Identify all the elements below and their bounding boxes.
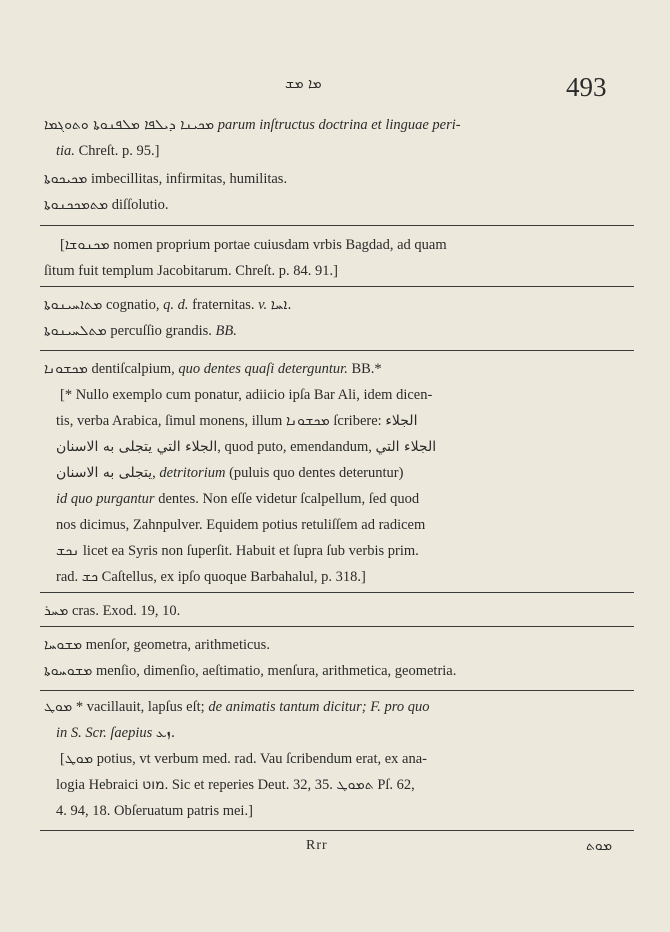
definition: imbecillitas, infirmitas, humilitas. <box>90 171 288 187</box>
abbrev: v. <box>258 297 268 313</box>
note-line: nos dicimus, Zahnpulver. Equidem potius retuliſſem ad radicem <box>56 517 426 533</box>
arabic-phrase: الجلاء التي يتجلى به الاسنان <box>56 439 218 455</box>
hebrew-word: מוט <box>142 777 165 793</box>
syriac-headword: ܡܬܡܟܟܢܘܬܐ <box>44 197 109 213</box>
note-line: 4. 94, 18. Obſeruatum patris mei.] <box>56 803 253 819</box>
note-line: potius, vt verbum med. rad. Vau ſcribendum erat, ex ana- <box>96 751 428 767</box>
arabic-word: الجلاء <box>385 413 418 429</box>
syriac-headword: ܡܟܝܟܘܬܐ <box>44 171 88 187</box>
syriac-headword: ܡܘܛ <box>44 699 73 715</box>
note-text: Caſtellus, ex ipſo quoque Barbahalul, p. 318.] <box>101 569 366 585</box>
catchword: ܡܘܬ <box>586 838 613 854</box>
definition-italic: in S. Scr. ſaepius <box>56 725 153 741</box>
note-line: [* Nullo exemplo cum ponatur, adiicio ipſa Bar Ali, idem dicen- <box>60 387 433 403</box>
note-text: dentes. Non eſſe videtur ſcalpellum, ſed quod <box>158 491 420 507</box>
definition: * vacillauit, lapſus eſt; <box>75 699 205 715</box>
syriac-crossref: ܙܥ. <box>155 725 176 741</box>
note-line: licet ea Syris non ſuperſit. Habuit et ſupra ſub verbis prim. <box>82 543 419 559</box>
definition: nomen proprium portae cuiusdam vrbis Bagdad, ad quam <box>113 237 447 253</box>
syriac-headword: ܡܟܢܘܫܐ <box>64 237 110 253</box>
note-text: . Sic et reperies Deut. 32, 35. <box>164 777 333 793</box>
entry-3 <box>44 192 630 218</box>
entry-1 <box>44 112 630 164</box>
syriac-word: ܡܟܫܘܢܐ <box>285 413 330 429</box>
entry-11: ܡܘܛ * vacillauit, lapſus eſt; de animatis tantum dicitur; F. pro quo in S. Scr. ſaepius ܙܥ. [ܡܘܛ potius, vt verbum med. rad. Vau ſcribendum erat, ex ana- logia Hebraici מוט. Sic et reperies Deut. 32, 35. ܬܡܘܛ Pſ. 62, 4. 94, 18. Obſeruatum patris mei.] <box>44 699 430 819</box>
divider <box>40 592 634 593</box>
definition-cont: fraternitas. <box>192 297 255 313</box>
definition: dentiſcalpium, <box>91 361 175 377</box>
definition: cognatio, <box>105 297 160 313</box>
syriac-crossref: ܐܚܐ. <box>270 297 292 313</box>
syriac-headword: ܡܬܐܚܝܢܘܬܐ <box>44 297 103 313</box>
note-text: rad. <box>56 569 79 585</box>
entry-4: [ܡܟܢܘܫܐ nomen proprium portae cuiusdam vrbis Bagdad, ad quam ſitum fuit templum Jacobitarum. Chreſt. p. 84. 91.] <box>44 237 447 279</box>
definition-italic: quo dentes quaſi deterguntur. <box>178 361 348 377</box>
syriac-word: ܡܘܛ <box>64 751 94 767</box>
page-number: 493 <box>566 72 607 102</box>
divider <box>40 225 634 226</box>
divider <box>40 286 634 287</box>
definition: cras. Exod. 19, 10. <box>71 603 181 619</box>
syriac-headword: ܡܫܘܚܘܬܐ <box>44 663 93 679</box>
divider <box>40 690 634 691</box>
entry-7: ܡܟܫܘܢܐ dentiſcalpium, quo dentes quaſi deterguntur. BB.* [* Nullo exemplo cum ponatur, adiicio ipſa Bar Ali, idem dicen- tis, verba Arabica, ſimul monens, illum ܡܟܫܘܢܐ ſcribere: الجلاء الجلاء التي يتجلى به الاسنان, quod puto, emendandum, الجلاء التي يتجلى به الاسنان, detritorium (puluis quo dentes deteruntur) id quo purgantur dentes. Non eſſe videtur ſcalpellum, ſed quod nos dicimus, Zahnpulver. Equidem potius retuliſſem ad radicem ܢܟܫ licet ea Syris non ſuperſit. Habuit et ſupra ſub verbis prim. rad. ܟܫ Caſtellus, ex ipſo quoque Barbahalul, p. 318.] <box>44 361 437 585</box>
divider <box>40 350 634 351</box>
divider <box>40 830 634 831</box>
definition-cont: ſitum fuit templum Jacobitarum. Chreſt. p. 84. 91.] <box>44 263 338 279</box>
syriac-word: ܢܟܫ <box>56 543 80 559</box>
reference: Chreſt. p. 95.] <box>78 143 160 159</box>
note-italic: id quo purgantur <box>56 491 155 507</box>
note-italic: detritorium <box>159 465 226 481</box>
divider <box>40 626 634 627</box>
note-text: Pſ. 62, <box>377 777 415 793</box>
definition-italic: de animatis tantum dicitur; F. pro quo <box>208 699 430 715</box>
signature-mark: Rrr <box>306 838 328 853</box>
note-line: tis, verba Arabica, ſimul monens, illum <box>56 413 283 429</box>
running-head: ܡܐ ܡܫ <box>285 76 322 92</box>
arabic-phrase: يتجلى به الاسنان <box>56 465 153 481</box>
entry-8 <box>44 598 630 624</box>
definition-cont: tia. <box>56 143 75 159</box>
definition: parum inſtructus doctrina et linguae peri- <box>217 117 461 133</box>
arabic-phrase: الجلاء التي <box>375 439 437 455</box>
definition: diſſolutio. <box>111 197 169 213</box>
syriac-word: ܬܡܘܛ <box>336 777 374 793</box>
syriac-word: ܟܫ <box>81 569 99 585</box>
syriac-headword: ܡܚܪ <box>44 603 69 619</box>
note-text: (puluis quo dentes deteruntur) <box>229 465 404 481</box>
entry-5 <box>44 292 630 318</box>
note-text: ſcribere: <box>333 413 382 429</box>
entry-2 <box>44 166 630 192</box>
syriac-headword: ܡܟܫܘܢܐ <box>44 361 88 377</box>
source: BB. <box>215 323 237 339</box>
entry-6 <box>44 318 630 344</box>
definition: menſor, geometra, arithmeticus. <box>85 637 270 653</box>
syriac-headword: ܡܫܘܚܐ <box>44 637 83 653</box>
syriac-headword: ܡܬܠܚܝܢܘܬܐ <box>44 323 107 339</box>
note-text: , quod puto, emendandum, <box>217 439 372 455</box>
definition: percuſſio grandis. <box>110 323 212 339</box>
abbrev: q. d. <box>163 297 189 313</box>
entry-9 <box>44 632 630 658</box>
syriac-headword: ܡܟܝܢܐ ܕܝܠܦܐ ܡܠܦܢܘܬܐ ܘܬܘܓܡܐ <box>44 117 215 133</box>
note-text: logia Hebraici <box>56 777 139 793</box>
source: BB.* <box>351 361 382 377</box>
entry-10 <box>44 658 630 684</box>
definition: menſio, dimenſio, aeſtimatio, menſura, arithmetica, geometria. <box>96 663 457 679</box>
